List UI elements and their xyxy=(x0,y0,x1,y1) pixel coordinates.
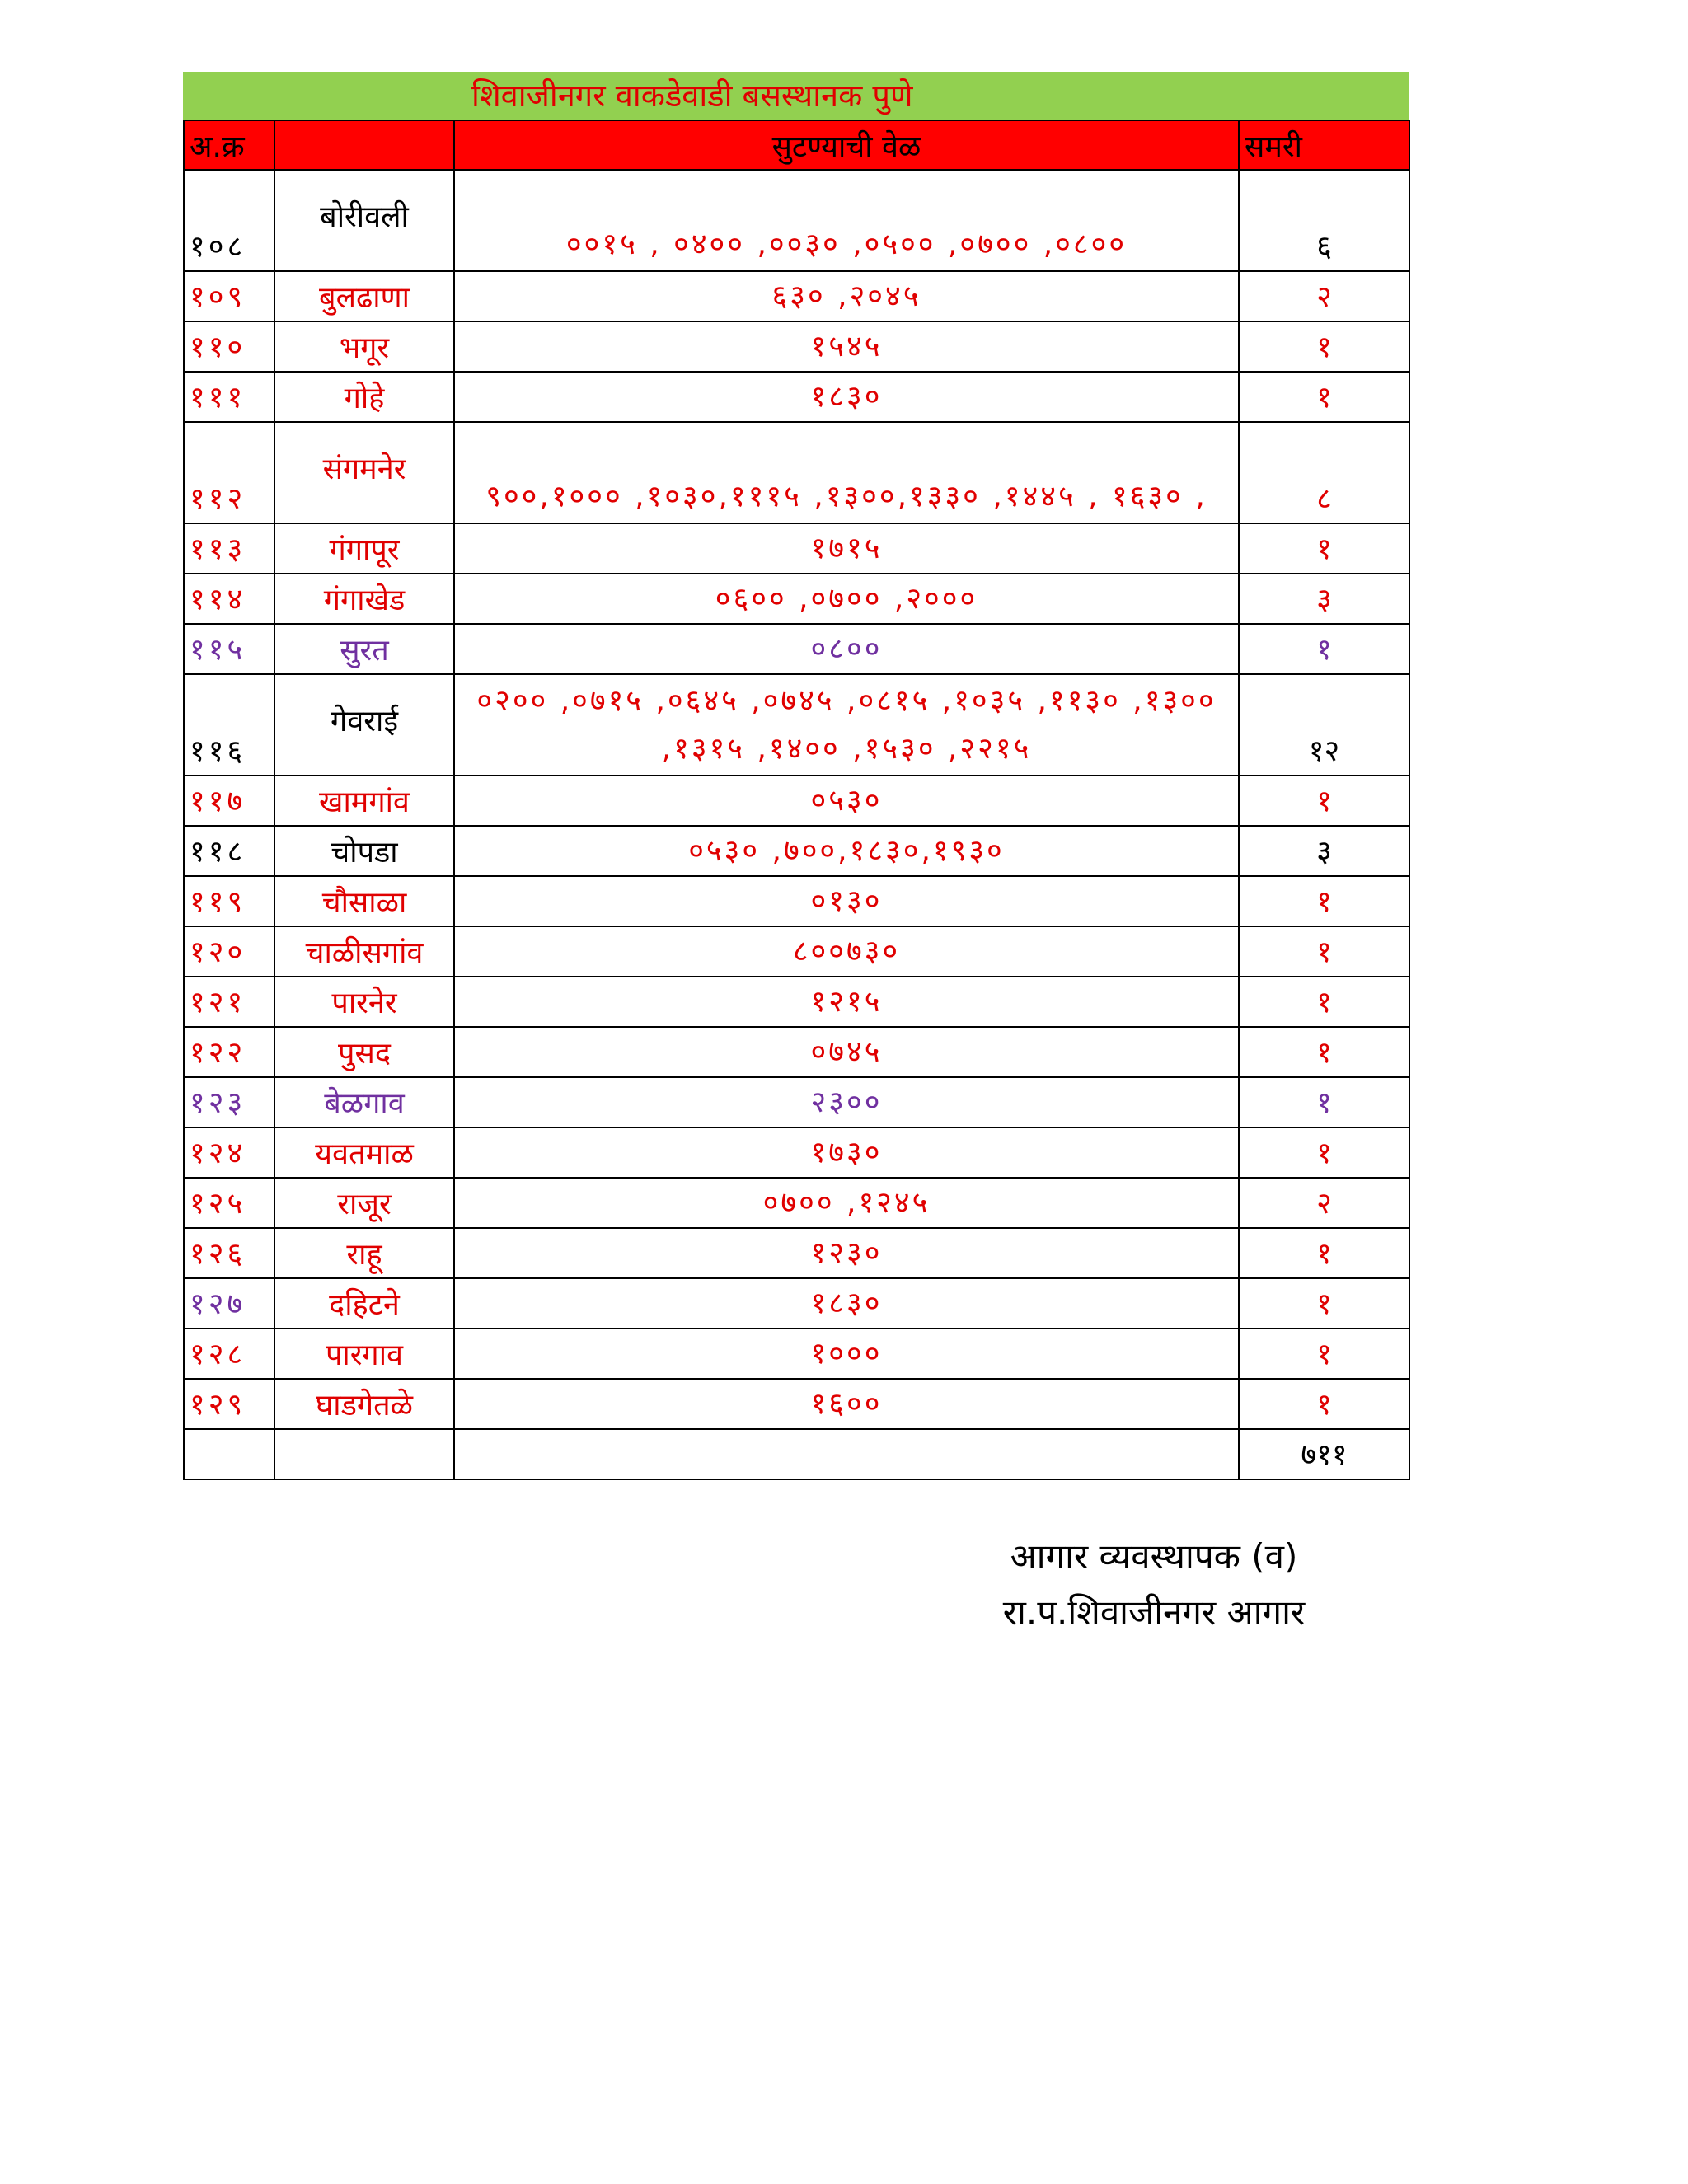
serial-cell: ११५ xyxy=(184,624,274,674)
summary-cell: १ xyxy=(1239,1278,1409,1329)
header-departure-time: सुटण्याची वेळ xyxy=(454,120,1239,170)
header-summary: समरी xyxy=(1239,120,1409,170)
times-cell: १००० xyxy=(454,1329,1239,1379)
serial-cell: ११९ xyxy=(184,876,274,926)
table-row xyxy=(184,1379,1409,1429)
summary-cell: १ xyxy=(1239,372,1409,422)
destination-cell: सुरत xyxy=(274,624,454,674)
signature-designation: आगार व्यवस्थापक (व) xyxy=(1010,1536,1298,1577)
destination-cell: गेवराई xyxy=(274,674,454,776)
destination-cell: दहिटने xyxy=(274,1278,454,1329)
destination-cell: पारगाव xyxy=(274,1329,454,1379)
times-cell: ०१३० xyxy=(454,876,1239,926)
summary-cell: १ xyxy=(1239,321,1409,372)
summary-cell: १ xyxy=(1239,523,1409,574)
times-cell: १८३० xyxy=(454,1278,1239,1329)
serial-cell: १०८ xyxy=(184,170,274,271)
summary-cell: १ xyxy=(1239,1127,1409,1178)
times-cell: ८००७३० xyxy=(454,926,1239,977)
destination-cell: गंगापूर xyxy=(274,523,454,574)
serial-cell: ११२ xyxy=(184,422,274,523)
times-cell: १२१५ xyxy=(454,977,1239,1027)
destination-cell: भगूर xyxy=(274,321,454,372)
table-row xyxy=(184,1077,1409,1127)
times-cell: ०८०० xyxy=(454,624,1239,674)
serial-cell: ११४ xyxy=(184,574,274,624)
times-cell: १५४५ xyxy=(454,321,1239,372)
table-row xyxy=(184,523,1409,574)
signature-block xyxy=(907,1529,1401,1641)
summary-cell: १ xyxy=(1239,977,1409,1027)
serial-cell: १२३ xyxy=(184,1077,274,1127)
serial-cell: १२१ xyxy=(184,977,274,1027)
times-cell: १७१५ xyxy=(454,523,1239,574)
total-row xyxy=(184,1429,1409,1479)
total-empty-cell xyxy=(274,1429,454,1479)
destination-cell: चाळीसगांव xyxy=(274,926,454,977)
times-cell: ०५३० xyxy=(454,776,1239,826)
destination-cell: गंगाखेड xyxy=(274,574,454,624)
serial-cell: ११३ xyxy=(184,523,274,574)
serial-cell: १२८ xyxy=(184,1329,274,1379)
destination-cell: राहू xyxy=(274,1228,454,1278)
table-row xyxy=(184,170,1409,271)
serial-cell: ११६ xyxy=(184,674,274,776)
serial-cell: १२५ xyxy=(184,1178,274,1228)
destination-cell: संगमनेर xyxy=(274,422,454,523)
summary-cell: १२ xyxy=(1239,674,1409,776)
page-title: शिवाजीनगर वाकडेवाडी बसस्थानक पुणे xyxy=(183,72,1409,120)
times-cell: ०७०० ,१२४५ xyxy=(454,1178,1239,1228)
total-empty-cell xyxy=(454,1429,1239,1479)
summary-cell: ३ xyxy=(1239,574,1409,624)
times-cell: ६३० ,२०४५ xyxy=(454,271,1239,321)
summary-cell: १ xyxy=(1239,1027,1409,1077)
header-serial: अ.क्र xyxy=(184,120,274,170)
destination-cell: यवतमाळ xyxy=(274,1127,454,1178)
total-summary-cell: ७११ xyxy=(1239,1429,1409,1479)
times-cell: १७३० xyxy=(454,1127,1239,1178)
destination-cell: चौसाळा xyxy=(274,876,454,926)
times-cell: ००१५ , ०४०० ,००३० ,०५०० ,०७०० ,०८०० xyxy=(454,170,1239,271)
summary-cell: १ xyxy=(1239,1228,1409,1278)
table-row xyxy=(184,1329,1409,1379)
destination-cell: घाडगेतळे xyxy=(274,1379,454,1429)
summary-cell: ६ xyxy=(1239,170,1409,271)
table-row xyxy=(184,876,1409,926)
table-row xyxy=(184,1178,1409,1228)
serial-cell: १२६ xyxy=(184,1228,274,1278)
times-cell: ०५३० ,७००,१८३०,१९३० xyxy=(454,826,1239,876)
schedule-sheet xyxy=(183,72,1409,1480)
serial-cell: ११० xyxy=(184,321,274,372)
header-destination xyxy=(274,120,454,170)
times-cell: ०६०० ,०७०० ,२००० xyxy=(454,574,1239,624)
table-row xyxy=(184,1127,1409,1178)
schedule-table xyxy=(183,120,1410,1480)
times-cell: ९००,१००० ,१०३०,१११५ ,१३००,१३३० ,१४४५ , १६३० , xyxy=(454,422,1239,523)
summary-cell: २ xyxy=(1239,271,1409,321)
table-row xyxy=(184,1228,1409,1278)
table-row xyxy=(184,422,1409,523)
table-row xyxy=(184,624,1409,674)
summary-cell: १ xyxy=(1239,1329,1409,1379)
serial-cell: १२९ xyxy=(184,1379,274,1429)
table-row xyxy=(184,826,1409,876)
serial-cell: १२७ xyxy=(184,1278,274,1329)
times-cell: २३०० xyxy=(454,1077,1239,1127)
table-row xyxy=(184,372,1409,422)
summary-cell: २ xyxy=(1239,1178,1409,1228)
table-row xyxy=(184,1027,1409,1077)
serial-cell: १०९ xyxy=(184,271,274,321)
signature-office: रा.प.शिवाजीनगर आगार xyxy=(1002,1592,1306,1633)
times-cell: १२३० xyxy=(454,1228,1239,1278)
serial-cell: १२२ xyxy=(184,1027,274,1077)
destination-cell: पारनेर xyxy=(274,977,454,1027)
destination-cell: गोहे xyxy=(274,372,454,422)
table-header-row xyxy=(184,120,1409,170)
times-cell: ०७४५ xyxy=(454,1027,1239,1077)
summary-cell: १ xyxy=(1239,1077,1409,1127)
destination-cell: बोरीवली xyxy=(274,170,454,271)
destination-cell: राजूर xyxy=(274,1178,454,1228)
serial-cell: १२४ xyxy=(184,1127,274,1178)
table-row xyxy=(184,674,1409,776)
table-row xyxy=(184,926,1409,977)
summary-cell: १ xyxy=(1239,926,1409,977)
table-row xyxy=(184,776,1409,826)
destination-cell: बेळगाव xyxy=(274,1077,454,1127)
serial-cell: ११७ xyxy=(184,776,274,826)
total-empty-cell xyxy=(184,1429,274,1479)
summary-cell: ८ xyxy=(1239,422,1409,523)
serial-cell: ११८ xyxy=(184,826,274,876)
destination-cell: पुसद xyxy=(274,1027,454,1077)
summary-cell: १ xyxy=(1239,776,1409,826)
table-row xyxy=(184,271,1409,321)
times-cell: ०२०० ,०७१५ ,०६४५ ,०७४५ ,०८१५ ,१०३५ ,११३० ,१३०० ,१३१५ ,१४०० ,१५३० ,२२१५ xyxy=(454,674,1239,776)
table-row xyxy=(184,977,1409,1027)
destination-cell: चोपडा xyxy=(274,826,454,876)
serial-cell: १२० xyxy=(184,926,274,977)
destination-cell: बुलढाणा xyxy=(274,271,454,321)
times-cell: १८३० xyxy=(454,372,1239,422)
table-row xyxy=(184,321,1409,372)
table-row xyxy=(184,574,1409,624)
summary-cell: १ xyxy=(1239,876,1409,926)
summary-cell: १ xyxy=(1239,624,1409,674)
table-row xyxy=(184,1278,1409,1329)
summary-cell: १ xyxy=(1239,1379,1409,1429)
summary-cell: ३ xyxy=(1239,826,1409,876)
destination-cell: खामगांव xyxy=(274,776,454,826)
times-cell: १६०० xyxy=(454,1379,1239,1429)
serial-cell: १११ xyxy=(184,372,274,422)
